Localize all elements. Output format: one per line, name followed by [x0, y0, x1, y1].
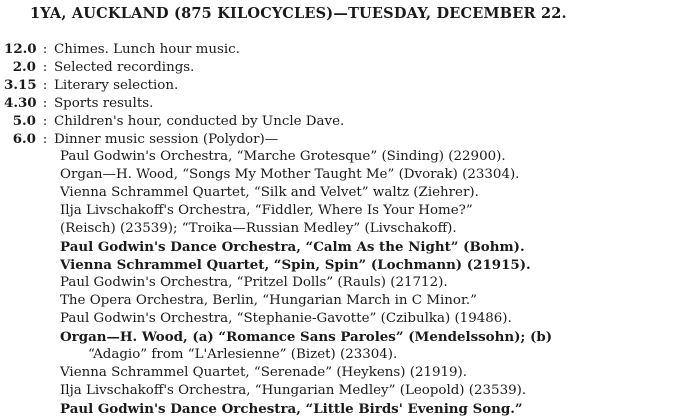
dinner-item: “Adagio” from “L'Arlesienne” (Bizet) (23304).	[88, 347, 398, 362]
schedule-time: 2.0	[12, 59, 36, 75]
dinner-item: (Reisch) (23539); “Troika—Russian Medley” (Livschakoff).	[60, 221, 457, 236]
schedule-time: 4.30	[4, 95, 37, 111]
schedule-text: Selected recordings.	[54, 60, 195, 75]
dinner-item: Ilja Livschakoff's Orchestra, “Hungarian Medley” (Leopold) (23539).	[60, 383, 527, 398]
time-separator: :	[42, 78, 48, 93]
time-separator: :	[42, 114, 48, 129]
schedule-text: Literary selection.	[54, 78, 179, 93]
dinner-item: Paul Godwin's Dance Orchestra, “Little Birds' Evening Song.”	[60, 401, 523, 417]
dinner-item: Vienna Schrammel Quartet, “Silk and Velvet” waltz (Ziehrer).	[60, 185, 479, 200]
schedule-time: 6.0	[12, 131, 36, 147]
station-heading: 1YA, AUCKLAND (875 KILOCYCLES)—TUESDAY, DECEMBER 22.	[30, 5, 567, 22]
schedule-row	[4, 94, 694, 112]
schedule-text: Chimes. Lunch hour music.	[54, 42, 240, 57]
schedule-row	[4, 112, 694, 130]
schedule-time: 5.0	[12, 113, 36, 129]
dinner-item: Paul Godwin's Dance Orchestra, “Calm As the Night” (Bohm).	[60, 239, 525, 255]
dinner-item: Paul Godwin's Orchestra, “Stephanie-Gavotte” (Czibulka) (19486).	[60, 311, 512, 326]
schedule-time: 12.0	[4, 41, 37, 57]
schedule-text: Children's hour, conducted by Uncle Dave.	[54, 114, 345, 129]
dinner-item: The Opera Orchestra, Berlin, “Hungarian March in C Minor.”	[60, 293, 478, 308]
dinner-item: Organ—H. Wood, “Songs My Mother Taught Me” (Dvorak) (23304).	[60, 167, 520, 182]
dinner-item: Ilja Livschakoff's Orchestra, “Fiddler, Where Is Your Home?”	[60, 203, 473, 218]
time-separator: :	[42, 132, 48, 147]
schedule-text: Dinner music session (Polydor)—	[54, 132, 279, 147]
time-separator: :	[42, 60, 48, 75]
programme-list	[4, 40, 694, 418]
dinner-item: Vienna Schrammel Quartet, “Spin, Spin” (Lochmann) (21915).	[60, 257, 531, 273]
schedule-time: 3.15	[4, 77, 37, 93]
dinner-item: Organ—H. Wood, (a) “Romance Sans Paroles” (Mendelssohn); (b)	[60, 329, 553, 345]
time-separator: :	[42, 96, 48, 111]
schedule-text: Sports results.	[54, 96, 154, 111]
time-separator: :	[42, 42, 48, 57]
schedule-row	[4, 58, 694, 76]
dinner-item: Paul Godwin's Orchestra, “Pritzel Dolls” (Rauls) (21712).	[60, 275, 448, 290]
dinner-item: Vienna Schrammel Quartet, “Serenade” (Heykens) (21919).	[60, 365, 468, 380]
dinner-item: Paul Godwin's Orchestra, “Marche Grotesque” (Sinding) (22900).	[60, 149, 506, 164]
schedule-row	[4, 130, 694, 148]
schedule-row	[4, 76, 694, 94]
schedule-row	[4, 40, 694, 58]
